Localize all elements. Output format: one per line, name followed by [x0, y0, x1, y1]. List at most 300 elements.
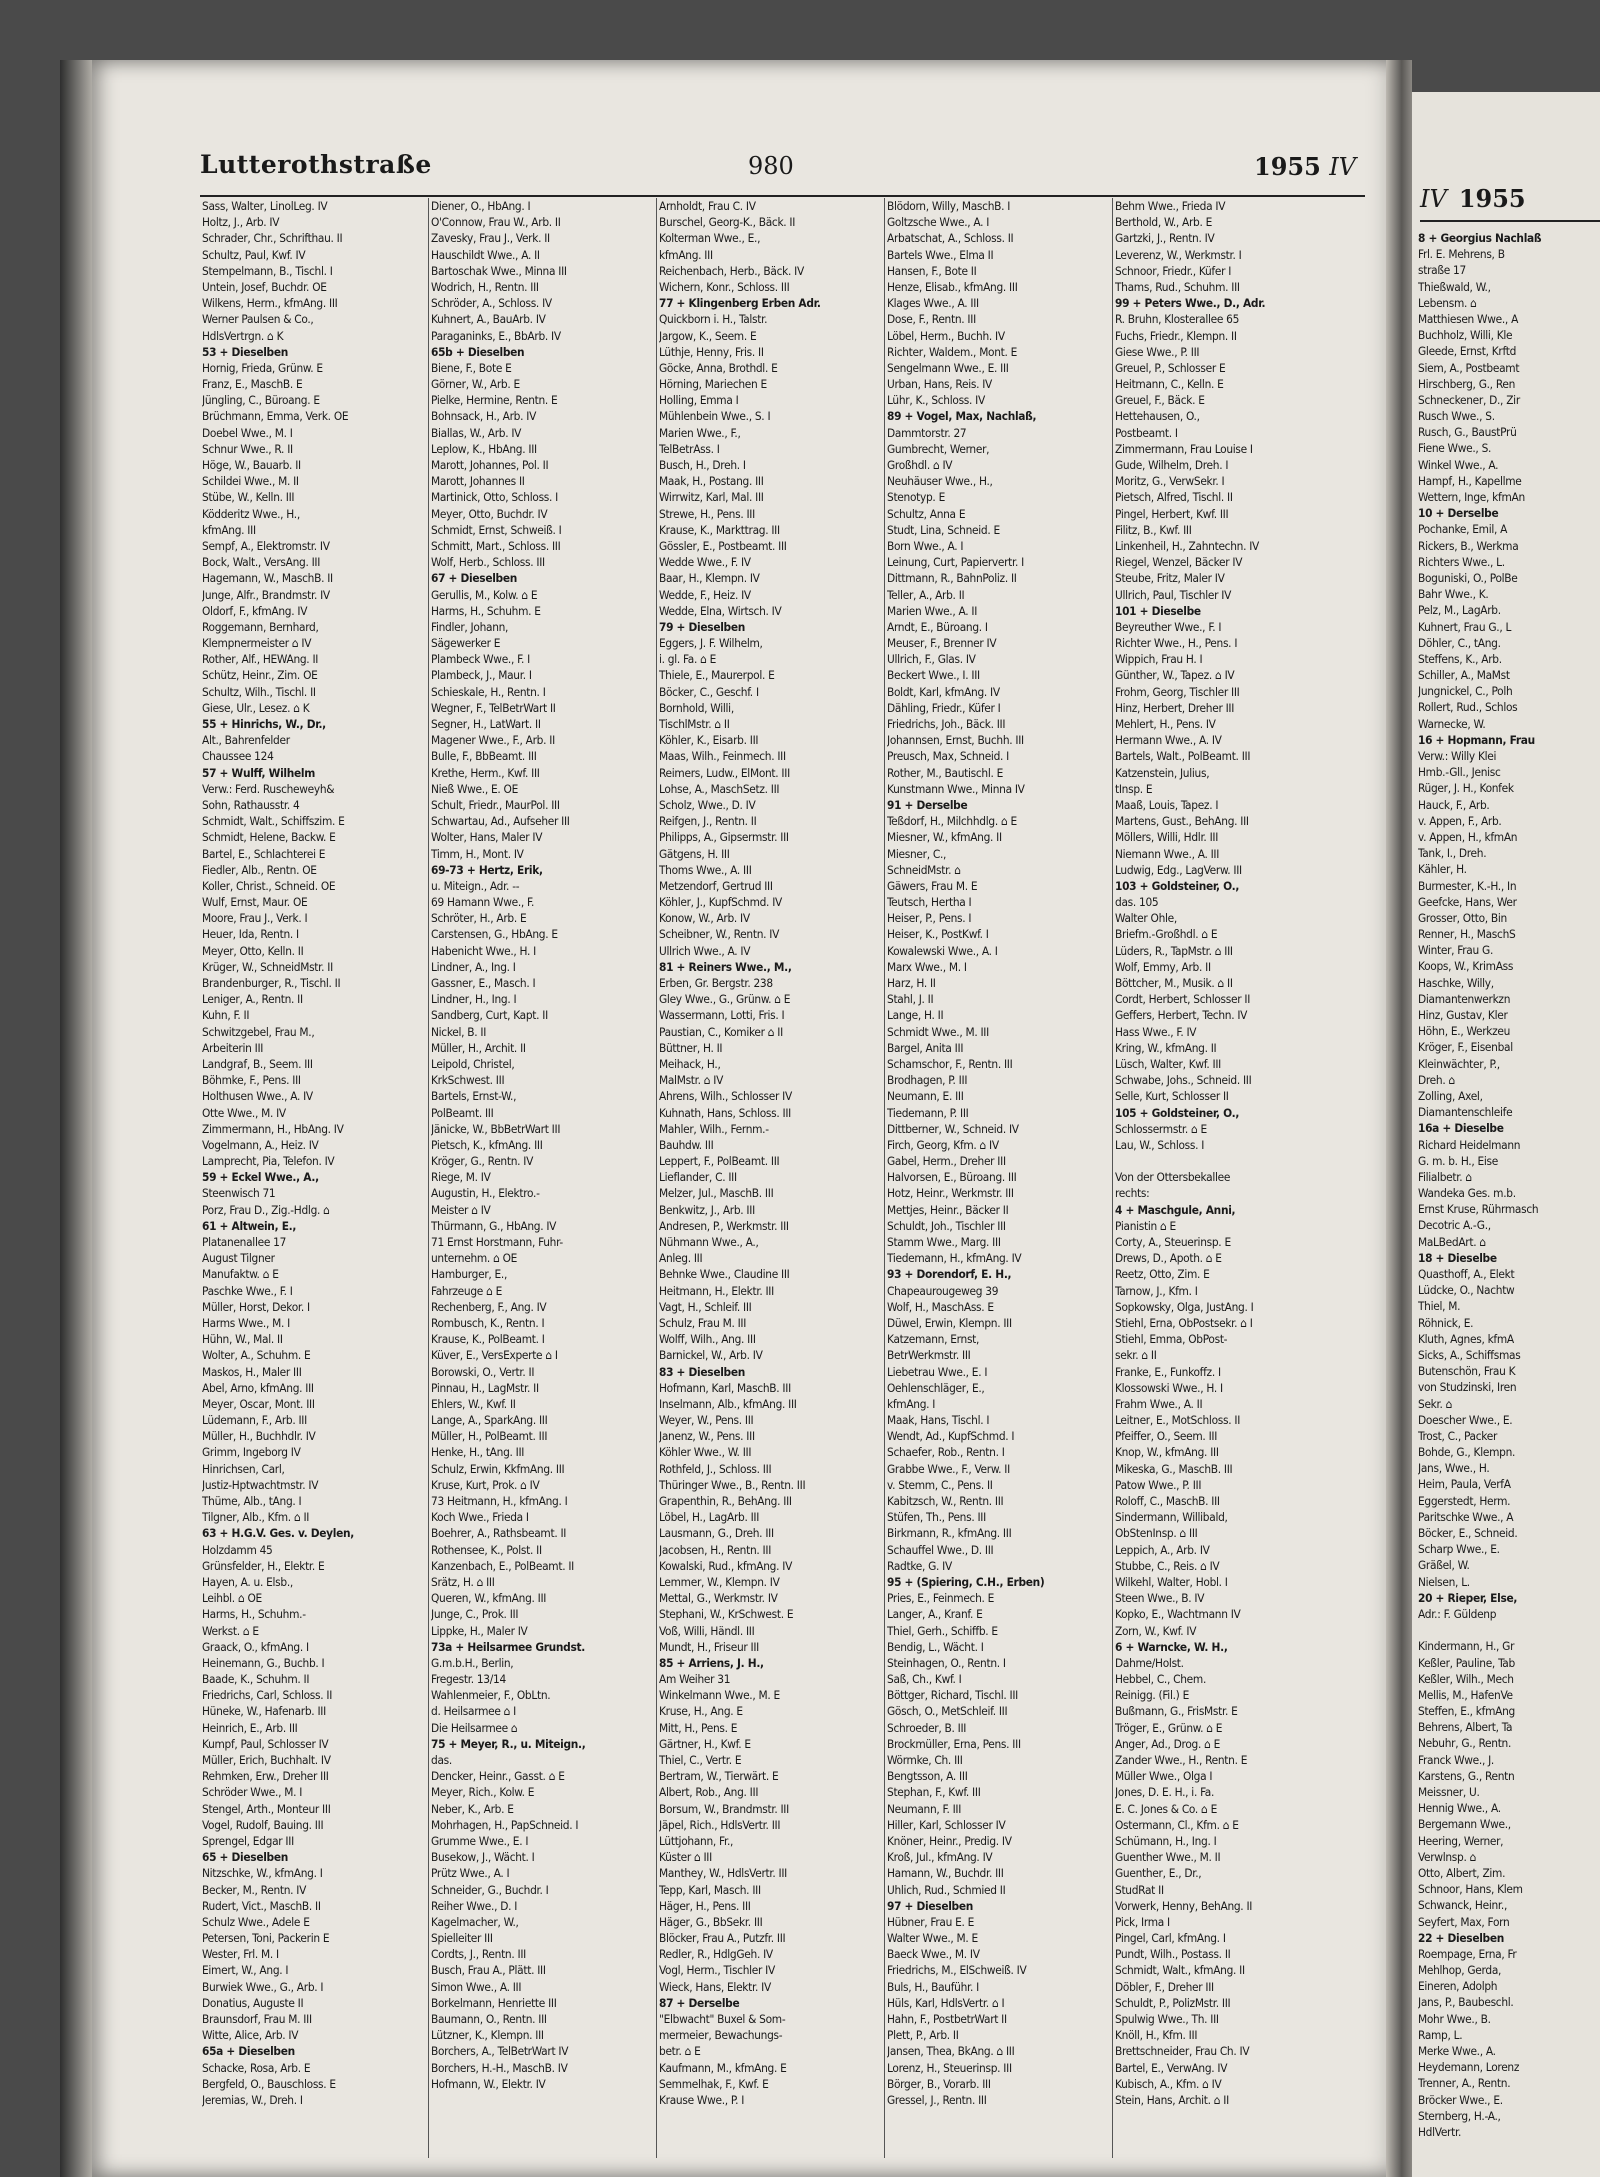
directory-entry: Harms Wwe., M. I	[202, 1315, 290, 1330]
directory-entry: Hirschberg, G., Ren	[1418, 376, 1516, 391]
directory-entry: Hübner, Frau E. E	[887, 1914, 975, 1929]
directory-entry: Heinrich, E., Arb. III	[202, 1720, 298, 1735]
directory-entry: Abel, Arno, kfmAng. III	[202, 1380, 314, 1395]
directory-entry: Thiel, M.	[1418, 1299, 1461, 1314]
directory-entry: Thoms Wwe., A. III	[659, 862, 752, 877]
right-page-roman: IV	[1420, 185, 1447, 213]
directory-entry: Holling, Emma I	[659, 393, 739, 408]
directory-entry: Junge, C., Prok. III	[431, 1607, 519, 1622]
directory-entry: Wahlenmeier, F., ObLtn.	[431, 1688, 551, 1703]
right-page-header	[1420, 184, 1526, 213]
directory-entry: Leinung, Curt, Papiervertr. I	[887, 555, 1024, 570]
directory-entry: Lühr, K., Schloss. IV	[887, 393, 985, 408]
directory-entry: Die Heilsarmee ⌂	[431, 1720, 518, 1735]
directory-entry: Am Weiher 31	[659, 1672, 731, 1687]
directory-entry: Schmidt, Ernst, Schweiß. I	[431, 522, 562, 537]
directory-entry: Sprengel, Edgar III	[202, 1833, 294, 1848]
directory-entry: G.m.b.H., Berlin,	[431, 1655, 514, 1670]
directory-entry: Redler, R., HdlgGeh. IV	[659, 1947, 773, 1962]
directory-entry: Grapenthin, R., BehAng. III	[659, 1494, 792, 1508]
directory-entry: Lorenz, H., Steuerinsp. III	[887, 2060, 1012, 2075]
directory-entry: Kunstmann Wwe., Minna IV	[887, 781, 1025, 796]
directory-entry: Ullrich, Paul, Tischler IV	[1115, 587, 1232, 602]
directory-entry: Friedrichs, Joh., Bäck. III	[887, 717, 1006, 731]
directory-entry: Roempage, Erna, Fr	[1418, 1946, 1517, 1961]
directory-entry: Ködderitz Wwe., H.,	[202, 506, 300, 521]
directory-entry: Wörmke, Ch. III	[887, 1753, 963, 1767]
directory-entry: Böcker, C., Geschf. I	[659, 684, 759, 699]
directory-entry: Wippich, Frau H. I	[1115, 652, 1203, 667]
directory-entry: Katzenstein, Julius,	[1115, 765, 1210, 780]
directory-entry: Langer, A., Kranf. E	[887, 1607, 983, 1622]
directory-entry: Thiel, Gerh., Schiffb. E	[887, 1623, 998, 1638]
directory-entry: Stephan, F., Kwf. III	[887, 1785, 981, 1800]
directory-entry: 53 + Dieselben	[202, 344, 289, 359]
directory-entry: Urban, Hans, Reis. IV	[887, 377, 993, 392]
directory-entry: Melzer, Jul., MaschB. III	[659, 1186, 774, 1201]
directory-entry: Köhler Wwe., W. III	[659, 1445, 752, 1460]
directory-entry: Ullrich Wwe., A. IV	[659, 943, 751, 958]
directory-entry: Bendig, L., Wächt. I	[887, 1639, 984, 1654]
directory-entry: Tilgner, Alb., Kfm. ⌂ II	[202, 1510, 310, 1525]
directory-entry: Schieskale, H., Rentn. I	[431, 684, 546, 699]
directory-entry: Häger, G., BbSekr. III	[659, 1914, 763, 1929]
directory-entry: Tröger, E., Grünw. ⌂ E	[1115, 1720, 1223, 1735]
directory-entry: Eimert, W., Ang. I	[202, 1963, 289, 1978]
directory-entry: Brandenburger, R., Tischl. II	[202, 976, 341, 990]
directory-entry: Heitmann, C., Kelln. E	[1115, 377, 1224, 392]
directory-entry: 16 + Hopmann, Frau	[1418, 732, 1535, 747]
directory-entry: 91 + Derselbe	[887, 797, 968, 812]
directory-entry: Platanenallee 17	[202, 1235, 287, 1249]
directory-entry: Prütz Wwe., A. I	[431, 1866, 510, 1881]
directory-entry: Pingel, Carl, kfmAng. I	[1115, 1931, 1226, 1946]
directory-entry: Kroß, Jul., kfmAng. IV	[887, 1850, 993, 1865]
directory-entry: Semmelhak, F., Kwf. E	[659, 2076, 769, 2091]
street-title: Lutterothstraße	[200, 150, 432, 179]
directory-entry: Wieck, Hans, Elektr. IV	[659, 1979, 771, 1994]
directory-entry: Anleg. III	[659, 1251, 703, 1266]
directory-entry: Mikeska, G., MaschB. III	[1115, 1461, 1233, 1476]
directory-entry: Klages Wwe., A. III	[887, 296, 979, 311]
directory-entry: Schneider, G., Buchdr. I	[431, 1882, 549, 1897]
directory-entry: Wolff, Wilh., Ang. III	[659, 1332, 756, 1347]
directory-entry: Pundt, Wilh., Postass. II	[1115, 1947, 1231, 1962]
directory-entry: Sohn, Rathausstr. 4	[202, 797, 300, 812]
directory-entry: Merke Wwe., A.	[1418, 2044, 1496, 2058]
directory-entry: Rother, Alf., HEWAng. II	[202, 652, 319, 667]
directory-entry: Carstensen, G., HbAng. E	[431, 927, 558, 942]
directory-entry: Segner, H., LatWart. II	[431, 717, 541, 731]
directory-entry: Giese, Ulr., Lesez. ⌂ K	[202, 700, 310, 715]
directory-columns	[200, 198, 1368, 2158]
directory-entry: Börger, B., Vorarb. III	[887, 2076, 991, 2091]
directory-entry: Wulf, Ernst, Maur. OE	[202, 895, 308, 910]
directory-entry: Teutsch, Hertha I	[887, 895, 972, 910]
directory-entry: Kuhnert, A., BauArb. IV	[431, 312, 546, 327]
directory-entry: Gabel, Herm., Dreher III	[887, 1154, 1006, 1169]
directory-entry: Geffers, Herbert, Techn. IV	[1115, 1008, 1248, 1023]
directory-entry: Grimm, Ingeborg IV	[202, 1445, 301, 1460]
directory-entry: Winter, Frau G.	[1418, 943, 1494, 958]
directory-entry: Mettjes, Heinr., Bäcker II	[887, 1202, 1009, 1217]
directory-entry: Zimmermann, H., HbAng. IV	[202, 1121, 344, 1136]
directory-entry: Bornhold, Willi,	[659, 700, 734, 715]
directory-entry: Von der Ottersbekallee	[1115, 1170, 1231, 1185]
directory-entry: v. Stemm, C., Pens. II	[887, 1477, 993, 1492]
directory-entry: Leverenz, W., Werkmstr. I	[1115, 247, 1242, 262]
directory-entry: Paritschke Wwe., A	[1418, 1509, 1514, 1524]
directory-entry: 69-73 + Hertz, Erik,	[431, 862, 543, 877]
directory-entry: Magener Wwe., F., Arb. II	[431, 733, 555, 748]
directory-entry: Decotric A.-G.,	[1418, 1218, 1491, 1233]
directory-entry: Chaussee 124	[202, 749, 274, 764]
directory-entry: Jäpel, Rich., HdlsVertr. III	[659, 1817, 781, 1832]
directory-entry: Scharp Wwe., E.	[1418, 1542, 1500, 1557]
directory-entry: Köhler, J., KupfSchmd. IV	[659, 895, 782, 910]
directory-entry: Bertram, W., Tierwärt. E	[659, 1769, 779, 1784]
directory-entry: Renner, H., MaschS	[1418, 927, 1516, 942]
directory-entry: Gleede, Ernst, Krftd	[1418, 344, 1517, 359]
directory-entry: Sternberg, H.-A.,	[1418, 2108, 1501, 2123]
directory-entry: Neber, K., Arb. E	[431, 1801, 514, 1816]
directory-entry: Grumme Wwe., E. I	[431, 1833, 529, 1848]
directory-entry: Bartoschak Wwe., Minna III	[431, 263, 567, 278]
directory-entry: Zavesky, Frau J., Verk. II	[431, 231, 550, 246]
directory-entry: Plambeck Wwe., F. I	[431, 652, 531, 667]
directory-entry: Preusch, Max, Schneid. I	[887, 749, 1009, 764]
directory-entry: Boldt, Karl, kfmAng. IV	[887, 684, 1000, 699]
directory-entry: Heydemann, Lorenz	[1418, 2060, 1520, 2075]
directory-entry: Vogl, Herm., Tischler IV	[659, 1963, 775, 1978]
directory-entry: Blödorn, Willy, MaschB. I	[887, 199, 1011, 213]
directory-entry: Leipold, Christel,	[431, 1056, 515, 1071]
directory-entry: Pinnau, H., LagMstr. II	[431, 1380, 539, 1395]
directory-entry: Chapeaurougeweg 39	[887, 1283, 999, 1298]
directory-entry: Brüchmann, Emma, Verk. OE	[202, 409, 349, 424]
directory-entry: Borchers, A., TelBetrWart IV	[431, 2044, 569, 2059]
directory-entry: Wettern, Inge, kfmAn	[1418, 490, 1525, 504]
directory-entry: Bußmann, G., FrisMstr. E	[1115, 1704, 1238, 1719]
directory-entry: Biene, F., Bote E	[431, 360, 512, 375]
directory-entry: Marott, Johannes, Pol. II	[431, 458, 549, 472]
directory-entry: Thiel, C., Vertr. E	[659, 1753, 742, 1767]
directory-entry: Busch, H., Dreh. I	[659, 458, 746, 472]
directory-entry: Vogel, Rudolf, Bauing. III	[202, 1817, 324, 1832]
directory-entry: Bauhdw. III	[659, 1137, 714, 1152]
directory-entry: Böcker, E., Schneid.	[1418, 1526, 1518, 1540]
directory-entry: 55 + Hinrichs, W., Dr.,	[202, 717, 326, 731]
directory-entry: Vagt, H., Schleif. III	[659, 1299, 752, 1314]
directory-entry	[1115, 1153, 1351, 1169]
directory-entry: Heering, Werner,	[1418, 1833, 1504, 1848]
directory-entry: Schümann, H., Ing. I	[1115, 1833, 1217, 1848]
directory-entry: Mohrhagen, H., PapSchneid. I	[431, 1817, 579, 1832]
directory-entry: Boehrer, A., Rathsbeamt. II	[431, 1526, 567, 1541]
directory-entry: Schultz, Paul, Kwf. IV	[202, 247, 306, 262]
directory-entry: Walter Ohle,	[1115, 911, 1177, 926]
directory-entry: Mehlhop, Gerda,	[1418, 1963, 1502, 1978]
directory-entry: Borchers, H.-H., MaschB. IV	[431, 2060, 568, 2075]
directory-entry: Timm, H., Mont. IV	[431, 846, 524, 861]
directory-entry: Janenz, W., Pens. III	[659, 1429, 755, 1444]
directory-entry: tInsp. E	[1115, 781, 1153, 796]
directory-entry: Schuldt, P., PolizMstr. III	[1115, 1995, 1231, 2010]
directory-entry: Eineren, Adolph	[1418, 1979, 1498, 1994]
directory-entry: Holthusen Wwe., A. IV	[202, 1089, 313, 1104]
directory-entry: Meissner, U.	[1418, 1785, 1480, 1799]
directory-entry: Matthiesen Wwe., A	[1418, 311, 1519, 326]
directory-entry: 8 + Georgius Nachlaß	[1418, 231, 1542, 245]
directory-entry: R. Bruhn, Klosterallee 65	[1115, 312, 1240, 327]
directory-entry: Blöcker, Frau A., Putzfr. III	[659, 1931, 786, 1946]
book-gutter	[1386, 60, 1412, 2177]
directory-entry: Queren, W., kfmAng. III	[431, 1591, 547, 1606]
directory-entry: Jacobsen, H., Rentn. III	[659, 1542, 772, 1557]
edition-year: 1955 IV	[1254, 152, 1356, 181]
directory-entry: Filialbetr. ⌂	[1418, 1169, 1472, 1184]
directory-entry: Cordts, J., Rentn. III	[431, 1947, 526, 1962]
directory-entry: Saß, Ch., Kwf. I	[887, 1672, 962, 1687]
directory-entry: Heim, Paula, VerfA	[1418, 1477, 1511, 1492]
directory-entry: Srätz, H. ⌂ III	[431, 1574, 495, 1589]
directory-entry: Schnoor, Friedr., Küfer I	[1115, 263, 1232, 278]
directory-entry: Greuel, P., Schlosser E	[1115, 360, 1226, 375]
directory-entry: Untein, Josef, Buchdr. OE	[202, 279, 327, 294]
directory-entry: Selle, Kurt, Schlosser II	[1115, 1089, 1229, 1104]
directory-entry: Zimmermann, Frau Louise I	[1115, 441, 1253, 456]
directory-entry: Kagelmacher, W.,	[431, 1914, 519, 1929]
directory-entry: Döbler, F., Dreher III	[1115, 1979, 1214, 1994]
directory-entry: 73 Heitmann, H., kfmAng. I	[431, 1494, 568, 1508]
directory-entry: Wodrich, H., Rentn. III	[431, 279, 539, 294]
directory-entry: Mitt, H., Pens. E	[659, 1720, 738, 1735]
directory-entry: Behrens, Albert, Ta	[1418, 1720, 1513, 1735]
directory-entry: Lebensm. ⌂	[1418, 295, 1477, 310]
directory-entry: Fuchs, Friedr., Klempn. II	[1115, 328, 1237, 343]
directory-entry: Kowalski, Rud., kfmAng. IV	[659, 1558, 793, 1573]
directory-entry: Müller Wwe., Olga I	[1115, 1769, 1213, 1784]
directory-entry: Dittmann, R., BahnPoliz. II	[887, 571, 1017, 586]
directory-entry: Stenotyp. E	[887, 490, 945, 505]
directory-entry: Simon Wwe., A. III	[431, 1979, 522, 1994]
directory-entry: 99 + Peters Wwe., D., Adr.	[1115, 296, 1266, 311]
directory-entry: Barnickel, W., Arb. IV	[659, 1348, 763, 1363]
directory-entry: Pries, E., Feinmech. E	[887, 1591, 995, 1606]
directory-entry: Wedde Wwe., F. IV	[659, 555, 751, 570]
directory-entry: Burwiek Wwe., G., Arb. I	[202, 1979, 324, 1994]
directory-entry: Oldorf, F., kfmAng. IV	[202, 603, 308, 618]
directory-entry: 22 + Dieselben	[1418, 1930, 1505, 1945]
directory-entry: Jargow, K., Seem. E	[659, 328, 757, 343]
directory-entry: 20 + Rieper, Else,	[1418, 1590, 1518, 1605]
directory-entry: Thiele, E., Maurerpol. E	[659, 668, 775, 683]
directory-entry: Wedde, Elna, Wirtsch. IV	[659, 603, 782, 618]
directory-entry: Gressel, J., Rentn. III	[887, 2092, 987, 2107]
directory-entry: betr. ⌂ E	[659, 2044, 701, 2059]
directory-entry: Müller, H., Buchhdlr. IV	[202, 1429, 316, 1444]
directory-entry: Pelz, M., LagArb.	[1418, 603, 1501, 618]
directory-entry: Gley Wwe., G., Grünw. ⌂ E	[659, 992, 791, 1007]
directory-entry: Schnur Wwe., R. II	[202, 441, 293, 456]
directory-entry: Nickel, B. II	[431, 1024, 487, 1039]
directory-entry: Reiher Wwe., D. I	[431, 1898, 518, 1913]
directory-entry: Lüthje, Henny, Fris. II	[659, 344, 764, 359]
page-header	[200, 150, 1360, 190]
directory-entry: Leitner, E., MotSchloss. II	[1115, 1413, 1241, 1428]
directory-entry: Porz, Frau D., Zig.-Hdlg. ⌂	[202, 1202, 330, 1217]
directory-entry: das. 105	[1115, 895, 1159, 910]
directory-entry: Dammtorstr. 27	[887, 425, 967, 440]
directory-entry: BetrWerkmstr. III	[887, 1348, 971, 1363]
directory-entry: Kaufmann, M., kfmAng. E	[659, 2060, 787, 2075]
directory-entry: Fiedler, Alb., Rentn. OE	[202, 862, 317, 877]
directory-entry: Rollert, Rud., Schlos	[1418, 700, 1518, 715]
directory-entry: Franz, E., MaschB. E	[202, 377, 303, 392]
directory-entry: Marott, Johannes II	[431, 474, 525, 489]
directory-entry: Keßler, Pauline, Tab	[1418, 1655, 1515, 1670]
directory-entry: Alt., Bahrenfelder	[202, 733, 290, 748]
directory-entry: Burmester, K.-H., In	[1418, 878, 1517, 893]
directory-entry: Knöner, Heinr., Predig. IV	[887, 1833, 1012, 1848]
directory-entry: Löbel, H., LagArb. III	[659, 1510, 760, 1525]
directory-entry: Giese Wwe., P. III	[1115, 344, 1200, 359]
directory-entry: Stiehl, Emma, ObPost-	[1115, 1332, 1228, 1347]
directory-entry: Thüme, Alb., tAng. I	[202, 1494, 302, 1508]
directory-entry: Maas, Wilh., Feinmech. III	[659, 749, 786, 764]
directory-entry: Adr.: F. Güldenp	[1418, 1606, 1497, 1621]
directory-entry: Trost, C., Packer	[1418, 1428, 1498, 1443]
directory-entry: O'Connow, Frau W., Arb. II	[431, 215, 561, 230]
directory-entry: Moritz, G., VerwSekr. I	[1115, 474, 1225, 489]
directory-entry: Schulz, Frau M. III	[659, 1315, 747, 1330]
directory-entry: Schütz, Heinr., Zim. OE	[202, 668, 318, 683]
directory-entry: Ostermann, Cl., Kfm. ⌂ E	[1115, 1817, 1239, 1832]
directory-entry: Rudert, Vict., MaschB. II	[202, 1898, 321, 1913]
directory-entry: G. m. b. H., Eise	[1418, 1153, 1499, 1168]
directory-entry: Böttger, Richard, Tischl. III	[887, 1688, 1019, 1703]
directory-entry: Bohnsack, H., Arb. IV	[431, 409, 537, 424]
directory-entry: Frohm, Georg, Tischler III	[1115, 684, 1240, 699]
directory-entry: MalMstr. ⌂ IV	[659, 1073, 724, 1088]
directory-entry: Schwabe, Johs., Schneid. III	[1115, 1073, 1252, 1088]
directory-entry: Philipps, A., Gipsermstr. III	[659, 830, 789, 845]
directory-entry: Kubisch, A., Kfm. ⌂ IV	[1115, 2076, 1222, 2091]
directory-entry: Hotz, Heinr., Werkmstr. III	[887, 1186, 1014, 1201]
directory-entry: 63 + H.G.V. Ges. v. Deylen,	[202, 1526, 355, 1541]
directory-entry: Hörning, Mariechen E	[659, 377, 767, 392]
directory-entry: Müller, Erich, Buchhalt. IV	[202, 1753, 331, 1767]
directory-entry: Diamantenschleife	[1418, 1105, 1513, 1120]
directory-entry: Hampf, H., Kapellme	[1418, 473, 1522, 488]
directory-entry: Oehlenschläger, E.,	[887, 1380, 985, 1395]
directory-entry: Schaefer, Rob., Rentn. I	[887, 1445, 1005, 1460]
directory-entry: Krause, K., Markttrag. III	[659, 522, 780, 537]
directory-entry: Eggerstedt, Herm.	[1418, 1493, 1511, 1508]
directory-entry: Guenther, E., Dr.,	[1115, 1866, 1202, 1881]
directory-entry: Arbeiterin III	[202, 1040, 264, 1055]
directory-entry: Lieflander, C. III	[659, 1170, 737, 1185]
directory-entry: Wolf, Herb., Schloss. III	[431, 555, 545, 570]
directory-entry: Justiz-Hptwachtmstr. IV	[202, 1477, 319, 1492]
directory-entry: Dähling, Friedr., Küfer I	[887, 700, 1001, 715]
directory-entry: 65a + Dieselben	[202, 2044, 295, 2059]
directory-entry: Kuhn, F. II	[202, 1008, 250, 1023]
directory-entry: Wolter, Hans, Maler IV	[431, 830, 543, 845]
directory-entry: Sass, Walter, LinolLeg. IV	[202, 199, 328, 213]
directory-entry: 85 + Arriens, J. H.,	[659, 1655, 764, 1670]
directory-entry: Gumbrecht, Werner,	[887, 441, 990, 456]
directory-entry: Kowalewski Wwe., A. I	[887, 943, 998, 958]
directory-entry: Fahrzeuge ⌂ E	[431, 1283, 502, 1298]
directory-entry: Ullrich, F., Glas. IV	[887, 652, 976, 667]
directory-entry: Hinz, Herbert, Dreher III	[1115, 700, 1235, 715]
directory-entry: Sempf, A., Elektromstr. IV	[202, 538, 330, 553]
directory-entry: Rothensee, K., Polst. II	[431, 1542, 542, 1557]
directory-entry: Hebbel, C., Chem.	[1115, 1672, 1207, 1687]
directory-entry: 105 + Goldsteiner, O.,	[1115, 1105, 1240, 1120]
directory-entry: Wandeka Ges. m.b.	[1418, 1186, 1516, 1201]
directory-entry: Halvorsen, E., Büroang. III	[887, 1170, 1017, 1185]
directory-entry: Schiller, A., MaMst	[1418, 668, 1510, 683]
directory-entry: Dahme/Holst.	[1115, 1655, 1184, 1670]
directory-entry: 101 + Dieselbe	[1115, 603, 1201, 618]
directory-entry: Hayen, A. u. Elsb.,	[202, 1574, 293, 1589]
directory-entry: Müller, Horst, Dekor. I	[202, 1299, 310, 1314]
directory-entry: Spielleiter III	[431, 1931, 493, 1946]
directory-entry: Schlossermstr. ⌂ E	[1115, 1121, 1207, 1136]
directory-entry: Kring, W., kfmAng. II	[1115, 1040, 1217, 1055]
directory-entry: Steen Wwe., B. IV	[1115, 1591, 1205, 1606]
directory-entry: Witte, Alice, Arb. IV	[202, 2028, 299, 2043]
directory-entry: Zander Wwe., H., Rentn. E	[1115, 1753, 1248, 1767]
directory-entry: Martinick, Otto, Schloss. I	[431, 490, 558, 505]
directory-entry: Büttner, H. II	[659, 1040, 723, 1055]
directory-entry: Baade, K., Schuhm. II	[202, 1672, 310, 1687]
directory-entry: 18 + Dieselbe	[1418, 1250, 1497, 1265]
directory-entry: Koller, Christ., Schneid. OE	[202, 878, 336, 893]
directory-entry: Schroeder, B. III	[887, 1720, 967, 1735]
directory-entry: Gösch, O., MetSchleif. III	[887, 1704, 1008, 1719]
directory-entry: Meyer, Otto, Buchdr. IV	[431, 506, 548, 521]
directory-entry: Reimers, Ludw., ElMont. III	[659, 765, 790, 780]
directory-entry: 71 Ernst Horstmann, Fuhr-	[431, 1235, 563, 1249]
directory-entry: Wilkehl, Walter, Hobl. I	[1115, 1574, 1228, 1589]
directory-entry: mermeier, Bewachungs-	[659, 2028, 783, 2043]
right-page-column	[1418, 230, 1598, 2140]
directory-entry: Vogelmann, A., Heiz. IV	[202, 1137, 319, 1152]
directory-entry: Lange, H. II	[887, 1008, 944, 1023]
directory-entry: Butenschön, Frau K	[1418, 1364, 1516, 1379]
directory-entry: Hennig Wwe., A.	[1418, 1801, 1501, 1816]
directory-entry: 59 + Eckel Wwe., A.,	[202, 1170, 319, 1185]
directory-entry: SchneidMstr. ⌂	[887, 862, 961, 877]
directory-entry: Hamburger, E.,	[431, 1267, 508, 1282]
directory-entry: Steffens, K., Arb.	[1418, 651, 1502, 666]
directory-entry: Plett, P., Arb. II	[887, 2028, 959, 2043]
directory-entry: von Studzinski, Iren	[1418, 1380, 1517, 1395]
directory-entry: i. gl. Fa. ⌂ E	[659, 652, 716, 667]
directory-entry: 73a + Heilsarmee Grundst.	[431, 1639, 586, 1654]
directory-entry: Pingel, Herbert, Kwf. III	[1115, 506, 1229, 521]
directory-entry: Vorwerk, Henny, BehAng. II	[1115, 1898, 1253, 1913]
directory-entry: Franke, E., Funkoffz. I	[1115, 1364, 1221, 1379]
directory-entry: kfmAng. III	[659, 247, 713, 262]
directory-entry: Frahm Wwe., A. II	[1115, 1396, 1203, 1411]
directory-entry: Kindermann, H., Gr	[1418, 1639, 1515, 1654]
directory-entry: Siem, A., Postbeamt	[1418, 360, 1520, 375]
directory-entry: kfmAng. III	[202, 522, 256, 537]
